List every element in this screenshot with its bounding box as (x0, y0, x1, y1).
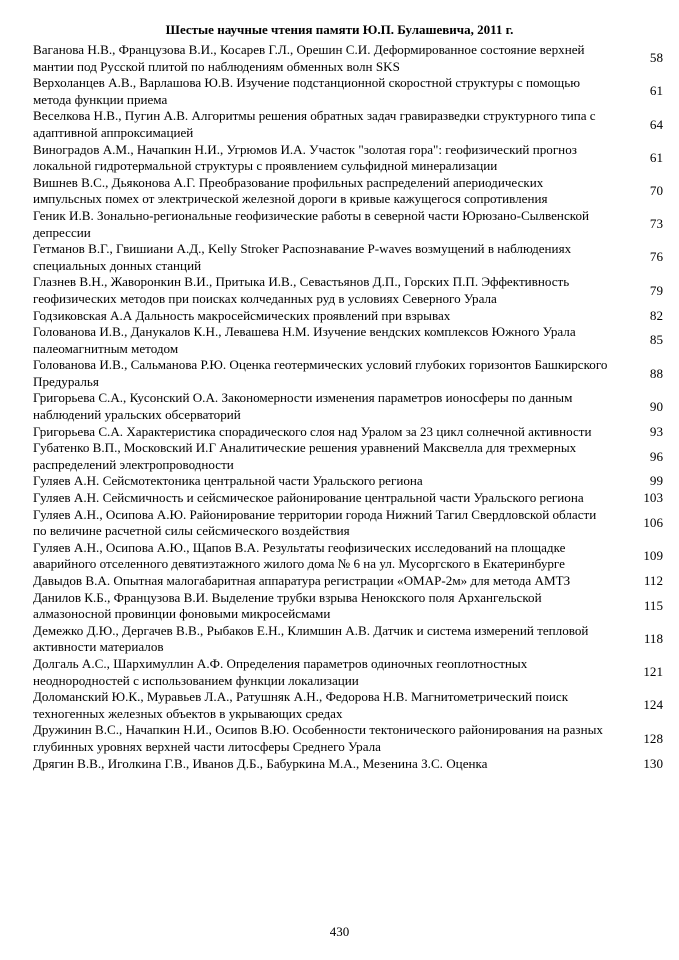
toc-entry (33, 208, 663, 241)
toc-entry (33, 590, 663, 623)
toc-entry-title: Данилов К.Б., Французова В.И. Выделение трубки взрыва Ненокского поля Архангельской алмазоносной провинции фоновыми микросейсмами (33, 589, 542, 622)
toc-entry-title: Гуляев А.Н. Сейсмичность и сейсмическое районирование центральной части Уральского региона (33, 490, 584, 506)
toc-entry-title: Ваганова Н.В., Французова В.И., Косарев Г.Л., Орешин С.И. Деформированное состояние верхней мантии под Русской плитой по наблюдениям обменных волн SKS (33, 42, 585, 74)
toc-entry-page: 130 (643, 755, 663, 771)
toc-entry-title: Доломанский Ю.К., Муравьев Л.А., Ратушняк А.Н., Федорова Н.В. Магнитометрический поиск техногенных железных объектов в укрывающих средах (33, 689, 569, 721)
toc-entry-title: Геник И.В. Зонально-региональные геофизические работы в северной части Юрюзано-Сылвенской депрессии (33, 207, 590, 240)
toc-entry-title: Демежко Д.Ю., Дергачев В.В., Рыбаков Е.Н., Климшин А.В. Датчик и система измерений тепловой активности материалов (33, 622, 589, 655)
toc-entry-title: Виноградов А.М., Начапкин Н.И., Угрюмов И.А. Участок "золотая гора": геофизический прогноз локальной гидротермальной структуры с проявлением сульфидной минерализации (33, 141, 577, 174)
toc-entry-page: 115 (643, 597, 663, 613)
toc-entry-title: Гетманов В.Г., Гвишиани А.Д., Kelly Stroker Распознавание P-waves возмущений в наблюдениях специальных донных станций (33, 241, 572, 273)
toc-entry (33, 440, 663, 473)
toc-entry (33, 108, 663, 141)
toc-entry-page: 61 (649, 83, 663, 99)
toc-entry-title: Вишнев В.С., Дьяконова А.Г. Преобразование профильных распределений апериодических импульсных помех от электрической железной дороги в кривые кажущегося сопротивления (33, 174, 548, 207)
toc-entry-page: 103 (643, 490, 663, 506)
toc-entry (33, 473, 663, 490)
toc-entry-page: 76 (649, 249, 663, 265)
toc-entry (33, 424, 663, 441)
page-number: 430 (329, 924, 350, 939)
toc-entry (33, 75, 663, 108)
toc-entry (33, 308, 663, 325)
toc-entry-page: 99 (649, 473, 663, 489)
toc-entry-title: Годзиковская А.А Дальность макросейсмических проявлений при взрывах (33, 307, 451, 323)
toc-entry-page: 88 (649, 365, 663, 381)
toc-entry-page: 73 (649, 216, 663, 232)
toc-entry (33, 722, 663, 755)
toc-entry-page: 64 (649, 116, 663, 132)
toc-entry-page: 124 (643, 697, 663, 713)
toc-entry-page: 58 (649, 50, 663, 66)
toc-entry (33, 390, 663, 423)
toc-entry-page: 118 (643, 631, 663, 647)
toc-entry-title: Дрягин В.В., Иголкина Г.В., Иванов Д.Б., Бабуркина М.А., Мезенина З.С. Оценка (33, 755, 488, 771)
toc-entry-title: Гуляев А.Н., Осипова А.Ю., Щапов В.А. Результаты геофизических исследований на площадке аварийного отселенного девятиэтажного жилого дома № 6 на ул. Мусоргского в Екатеринбурге (33, 539, 566, 572)
toc-entry-title: Голованова И.В., Данукалов К.Н., Левашева Н.М. Изучение вендских комплексов Южного Урала палеомагнитным методом (33, 324, 576, 356)
toc-entry (33, 656, 663, 689)
toc-entry (33, 623, 663, 656)
toc-entry (33, 507, 663, 540)
toc-entry-page: 93 (649, 423, 663, 439)
toc-entry (33, 689, 663, 722)
toc-entry (33, 756, 663, 773)
toc-entry-page: 121 (643, 664, 663, 680)
toc-entry (33, 142, 663, 175)
toc-entry-title: Глазнев В.Н., Жаворонкин В.И., Притыка И.В., Севастьянов Д.П., Горских П.П. Эффективность геофизических методов при поисках колчеданных руд в условиях Северного Урала (33, 274, 570, 306)
toc-entry-title: Голованова И.В., Сальманова Р.Ю. Оценка геотермических условий глубоких горизонтов Башкирского Предуралья (33, 357, 608, 389)
toc-entry-title: Губатенко В.П., Московский И.Г Аналитические решения уравнений Максвелла для трехмерных распределений электропроводности (33, 440, 577, 472)
toc-entry (33, 175, 663, 208)
toc-entry (33, 490, 663, 507)
toc-entry (33, 42, 663, 75)
toc-entry-page: 90 (649, 398, 663, 414)
toc-entry-title: Гуляев А.Н. Сейсмотектоника центральной части Уральского региона (33, 473, 423, 489)
toc-entry-page: 96 (649, 448, 663, 464)
toc-entry-title: Верхоланцев А.В., Варлашова Ю.В. Изучение подстанционной скоростной структуры с помощью метода функции приема (33, 75, 580, 107)
toc-entry-title: Веселкова Н.В., Пугин А.В. Алгоритмы решения обратных задач гравиразведки структурного типа с адаптивной аппроксимацией (33, 108, 596, 140)
toc-entry (33, 357, 663, 390)
toc-entry-page: 82 (649, 307, 663, 323)
toc-entry-title: Давыдов В.А. Опытная малогабаритная аппаратура регистрации «ОМАР-2м» для метода АМТЗ (33, 573, 571, 588)
toc-entry-page: 112 (643, 573, 663, 588)
toc-entry-title: Дружинин В.С., Начапкин Н.И., Осипов В.Ю. Особенности тектонического районирования на разных глубинных уровнях верхней части литосферы Среднего Урала (33, 722, 603, 754)
toc-entry-page: 79 (649, 282, 663, 298)
toc-entry (33, 324, 663, 357)
toc-entry-page: 109 (643, 548, 663, 564)
toc-entry (33, 573, 663, 590)
toc-entry-title: Гуляев А.Н., Осипова А.Ю. Районирование территории города Нижний Тагил Свердловской области по величине расчетной силы сейсмического воздействия (33, 506, 597, 539)
toc-entry-page: 128 (643, 730, 663, 746)
running-header: Шестые научные чтения памяти Ю.П. Булашевича, 2011 г. (165, 22, 514, 37)
toc-entry-page: 106 (643, 514, 663, 530)
toc-entry (33, 540, 663, 573)
toc-entry-page: 70 (649, 183, 663, 199)
toc-entry-title: Григорьева С.А. Характеристика спорадического слоя над Уралом за 23 цикл солнечной активности (33, 423, 592, 439)
toc-entry (33, 274, 663, 307)
toc-entry (33, 241, 663, 274)
toc-entry-page: 85 (649, 332, 663, 348)
toc-entry-title: Долгаль А.С., Шархимуллин А.Ф. Определения параметров одиночных геоплотностных неоднородностей с использованием функции локализации (33, 655, 528, 688)
toc-entry-page: 61 (649, 149, 663, 165)
toc-entry-title: Григорьева С.А., Кусонский О.А. Закономерности изменения параметров ионосферы по данным наблюдений уральских обсерваторий (33, 390, 573, 423)
table-of-contents (33, 42, 663, 772)
